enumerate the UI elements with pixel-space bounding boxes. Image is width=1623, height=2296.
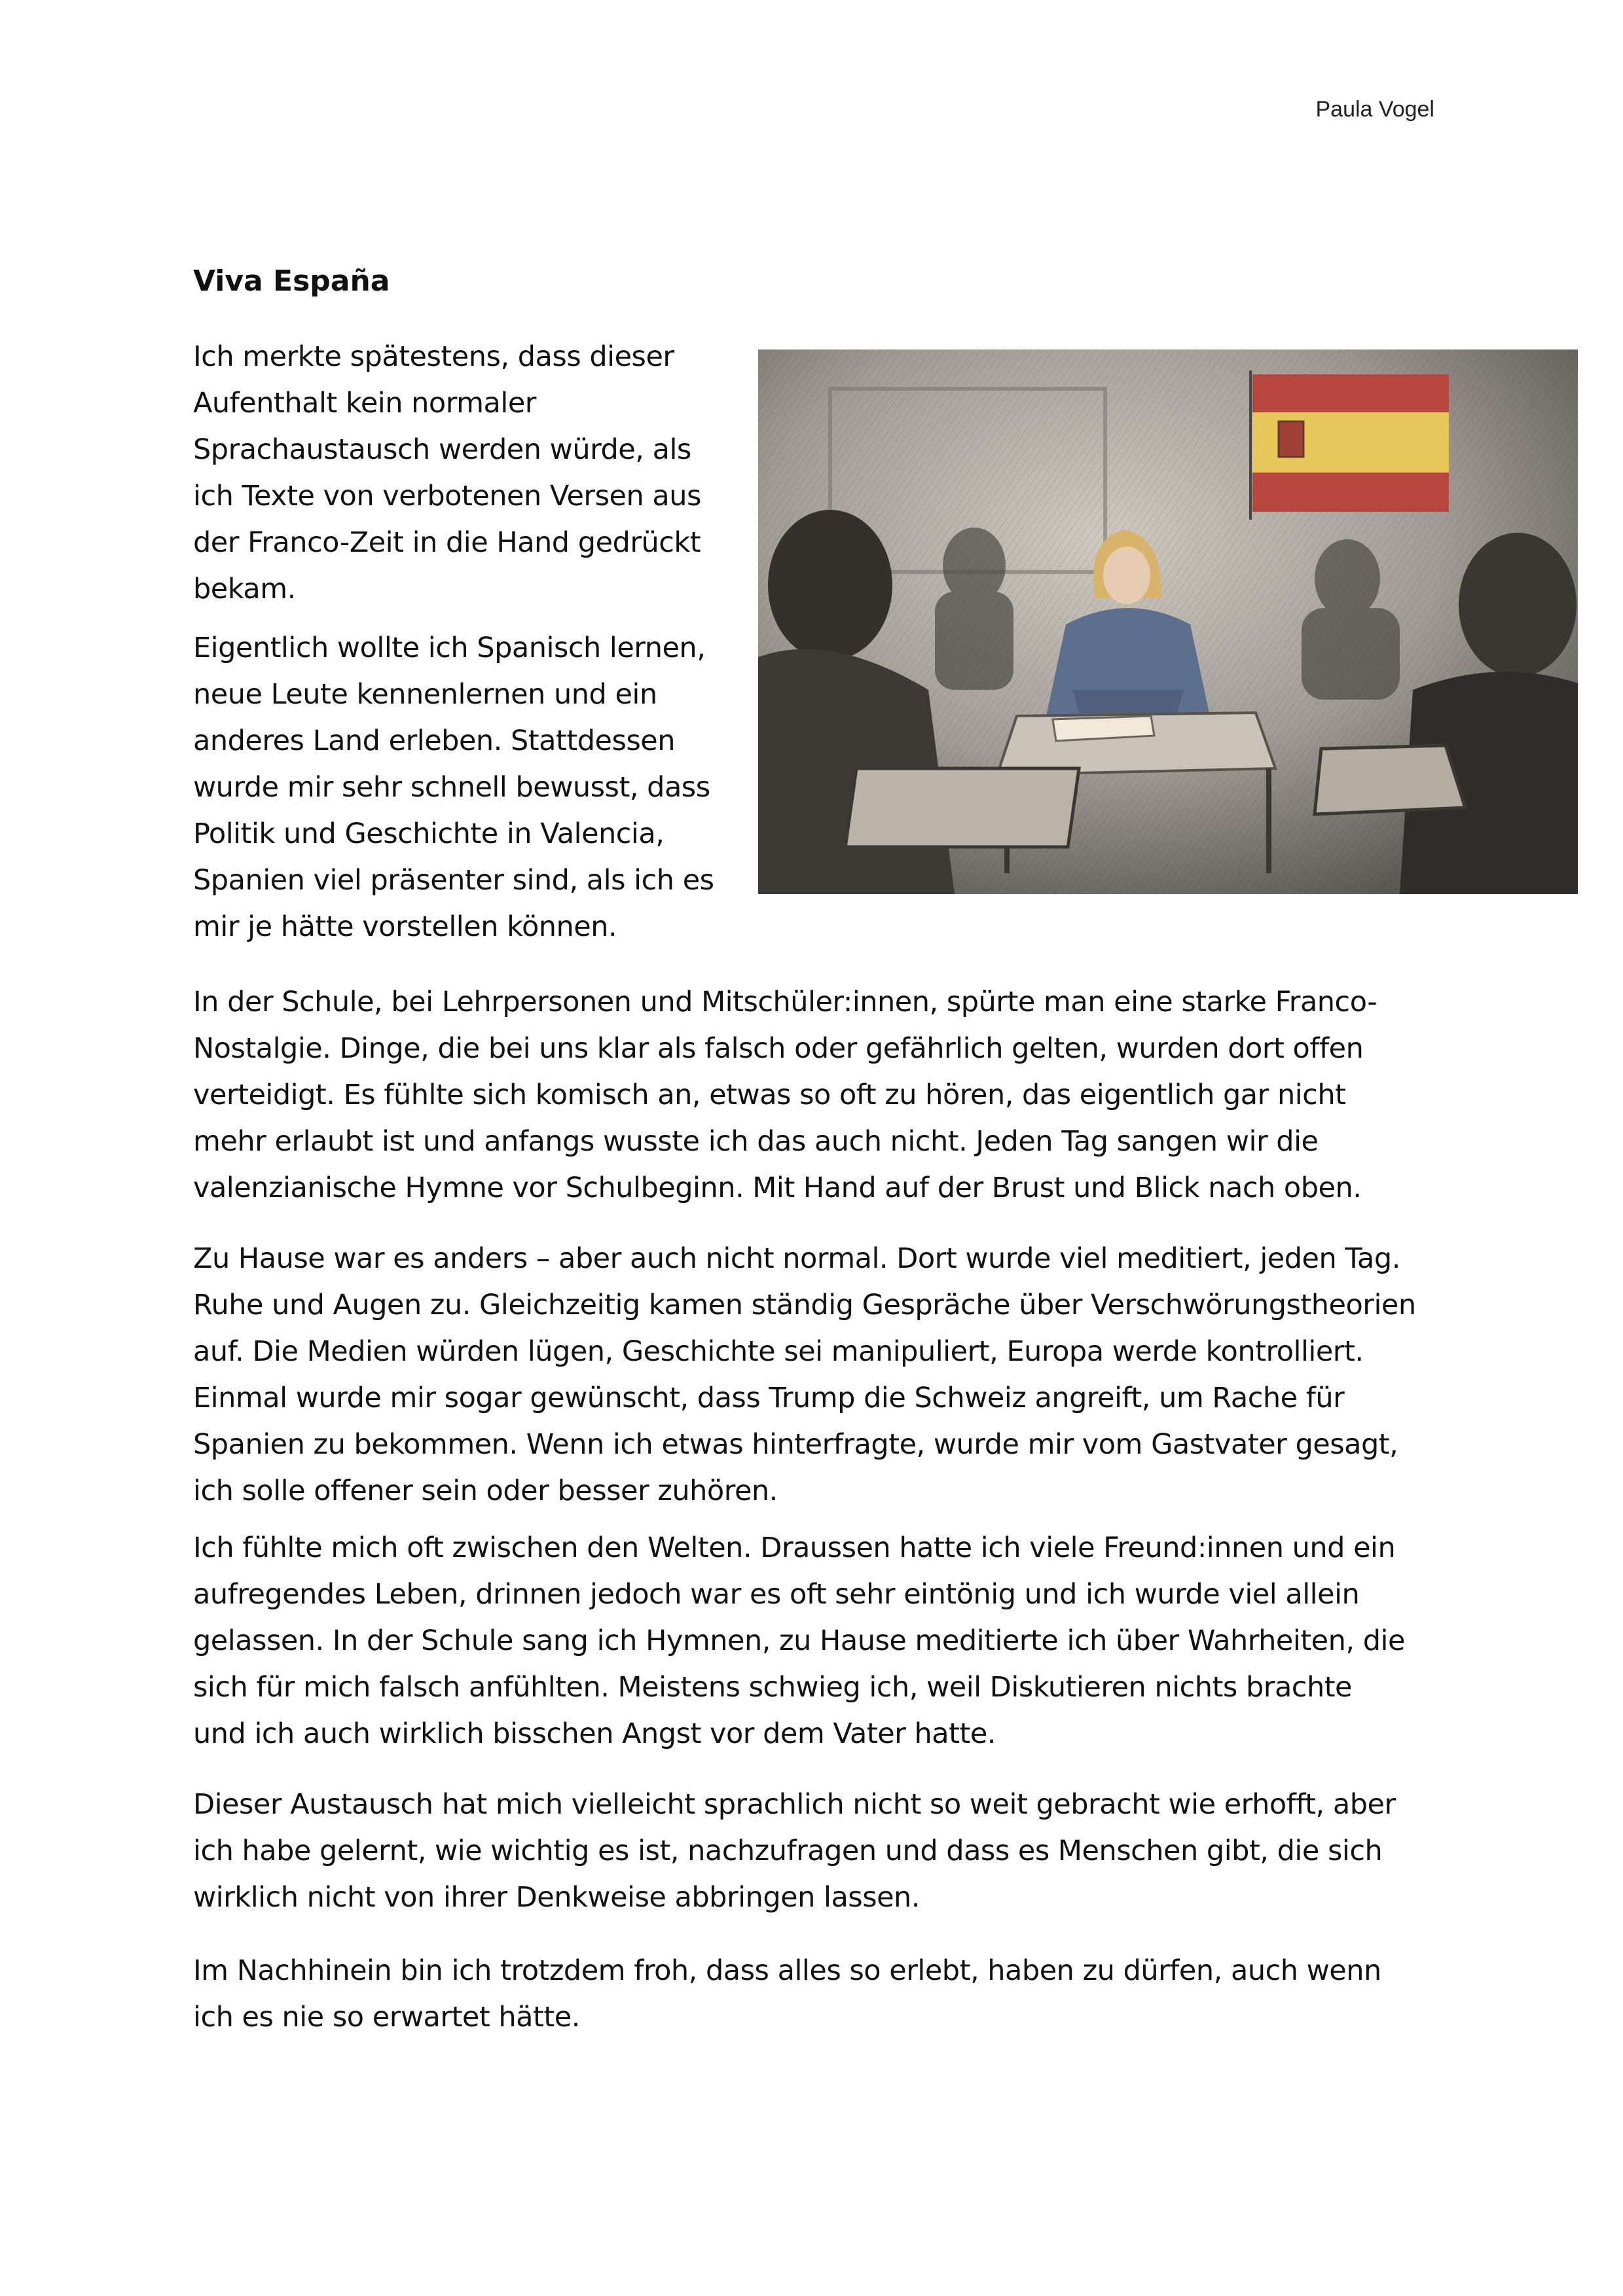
paragraph-line: ich es nie so erwartet hätte. xyxy=(193,2001,580,2034)
paragraph-line: sich für mich falsch anfühlten. Meistens schwieg ich, weil Diskutieren nichts brachte xyxy=(193,1671,1353,1704)
paragraph-line: wirklich nicht von ihrer Denkweise abbringen lassen. xyxy=(193,1881,920,1914)
paragraph-5 xyxy=(193,1525,1405,1757)
paragraph-line: Nostalgie. Dinge, die bei uns klar als falsch oder gefährlich gelten, wurden dort offen xyxy=(193,1032,1364,1065)
paragraph-3 xyxy=(193,979,1377,1211)
paragraph-line: mehr erlaubt ist und anfangs wusste ich das auch nicht. Jeden Tag sangen wir die xyxy=(193,1125,1319,1158)
paragraph-line: Dieser Austausch hat mich vielleicht sprachlich nicht so weit gebracht wie erhofft, aber xyxy=(193,1788,1396,1821)
header-author: Paula Vogel xyxy=(1315,97,1434,122)
paragraph-line: anderes Land erleben. Stattdessen xyxy=(193,725,675,757)
paragraph-line: Zu Hause war es anders – aber auch nicht normal. Dort wurde viel meditiert, jeden Tag. xyxy=(193,1242,1400,1275)
paragraph-line: ich habe gelernt, wie wichtig es ist, nachzufragen und dass es Menschen gibt, die sich xyxy=(193,1835,1383,1867)
paragraph-1 xyxy=(193,334,701,613)
paragraph-line: der Franco-Zeit in die Hand gedrückt xyxy=(193,526,701,559)
paragraph-6 xyxy=(193,1782,1396,1921)
paragraph-line: Sprachaustausch werden würde, als xyxy=(193,433,691,466)
article-title: Viva España xyxy=(193,264,390,298)
paragraph-line: In der Schule, bei Lehrpersonen und Mitschüler:innen, spürte man eine starke Franco- xyxy=(193,986,1377,1018)
paragraph-line: ich solle offener sein oder besser zuhören. xyxy=(193,1475,778,1507)
paragraph-line: wurde mir sehr schnell bewusst, dass xyxy=(193,771,710,804)
paragraph-line: Im Nachhinein bin ich trotzdem froh, dass alles so erlebt, haben zu dürfen, auch wenn xyxy=(193,1954,1381,1987)
paragraph-4 xyxy=(193,1236,1416,1515)
paragraph-line: Ich merkte spätestens, dass dieser xyxy=(193,340,674,373)
paragraph-line: mir je hätte vorstellen können. xyxy=(193,910,617,943)
paragraph-line: und ich auch wirklich bisschen Angst vor dem Vater hatte. xyxy=(193,1717,996,1750)
paragraph-2 xyxy=(193,625,714,950)
paragraph-line: Einmal wurde mir sogar gewünscht, dass Trump die Schweiz angreift, um Rache für xyxy=(193,1382,1345,1414)
paragraph-7 xyxy=(193,1948,1381,2041)
paragraph-line: Eigentlich wollte ich Spanisch lernen, xyxy=(193,632,706,664)
paragraph-line: valenzianische Hymne vor Schulbeginn. Mit Hand auf der Brust und Blick nach oben. xyxy=(193,1172,1362,1204)
classroom-sketch xyxy=(758,350,1578,894)
paragraph-line: Spanien viel präsenter sind, als ich es xyxy=(193,864,714,897)
paragraph-line: neue Leute kennenlernen und ein xyxy=(193,678,657,711)
paragraph-line: Ruhe und Augen zu. Gleichzeitig kamen ständig Gespräche über Verschwörungstheorien xyxy=(193,1289,1416,1321)
paragraph-line: Spanien zu bekommen. Wenn ich etwas hinterfragte, wurde mir vom Gastvater gesagt, xyxy=(193,1428,1398,1461)
paragraph-line: Politik und Geschichte in Valencia, xyxy=(193,817,665,850)
paragraph-line: verteidigt. Es fühlte sich komisch an, etwas so oft zu hören, das eigentlich gar nicht xyxy=(193,1079,1346,1111)
paragraph-line: gelassen. In der Schule sang ich Hymnen, zu Hause meditierte ich über Wahrheiten, die xyxy=(193,1624,1405,1657)
spanish-flag xyxy=(1250,370,1449,520)
paragraph-line: aufregendes Leben, drinnen jedoch war es oft sehr eintönig und ich wurde viel allein xyxy=(193,1578,1360,1611)
paragraph-line: Aufenthalt kein normaler xyxy=(193,387,536,420)
paragraph-line: auf. Die Medien würden lügen, Geschichte sei manipuliert, Europa werde kontrolliert. xyxy=(193,1335,1364,1368)
paragraph-line: bekam. xyxy=(193,573,296,605)
paragraph-line: ich Texte von verbotenen Versen aus xyxy=(193,480,701,512)
paragraph-line: Ich fühlte mich oft zwischen den Welten. Draussen hatte ich viele Freund:innen und ein xyxy=(193,1532,1396,1564)
classroom-illustration xyxy=(758,350,1578,894)
